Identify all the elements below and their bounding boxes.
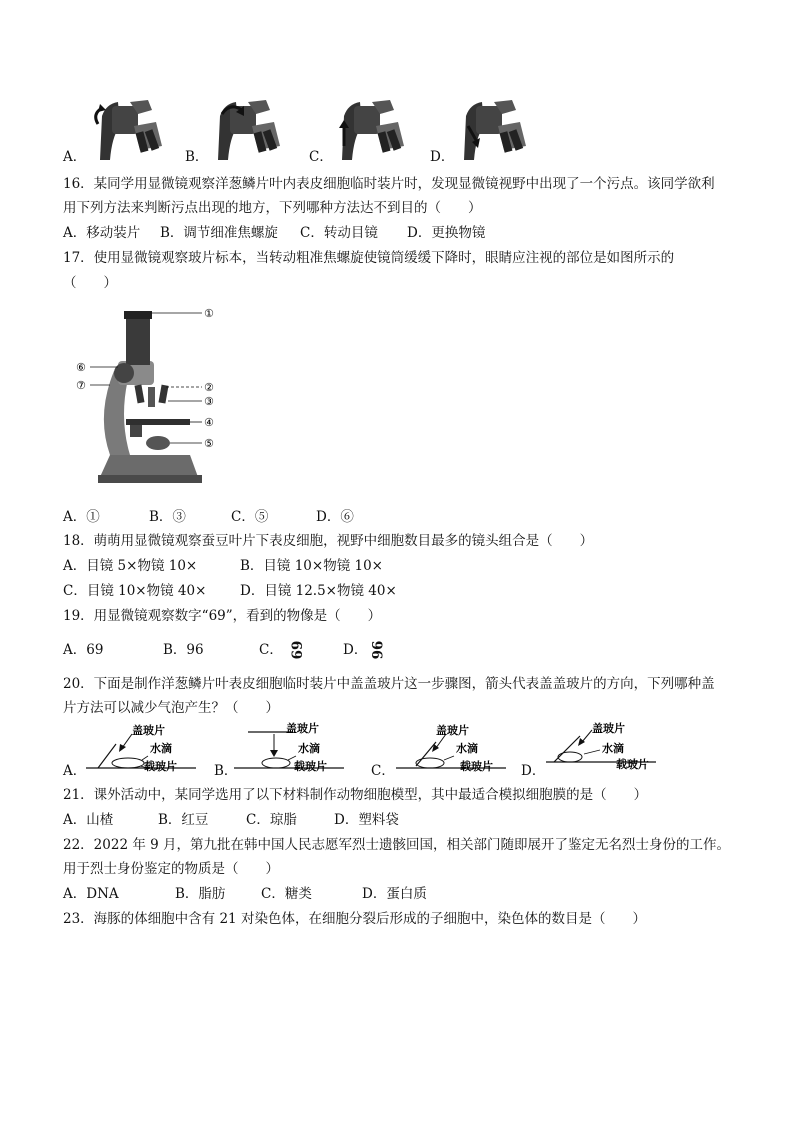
- q16-stem-line1: 16．某同学用显微镜观察洋葱鳞片叶内表皮细胞临时装片时，发现显微镜视野中出现了一个污点。该同学欲利: [63, 176, 715, 192]
- q18-option-b: B．目镜 10×物镜 10×: [240, 558, 383, 574]
- q20-b-slide-label: 载玻片: [294, 760, 327, 773]
- microscope-diagram: [70, 305, 230, 495]
- q20-figure-d: [546, 722, 666, 774]
- q20-option-c: C．: [371, 763, 395, 779]
- q21-option-a: A．山楂: [63, 812, 114, 828]
- q20-stem-line2: 片方法可以减少气泡产生？（ ）: [63, 700, 279, 716]
- q21-stem: 21．课外活动中，某同学选用了以下材料制作动物细胞模型，其中最适合模拟细胞膜的是（ ）: [63, 787, 648, 803]
- q22-option-a: A．DNA: [63, 886, 119, 902]
- q15-figure-a: [90, 96, 170, 162]
- microscope-label-7: ⑦: [76, 379, 86, 392]
- q17-stem-line1: 17．使用显微镜观察玻片标本，当转动粗准焦螺旋使镜筒缓缓下降时，眼睛应注视的部位是如图所示的: [63, 250, 675, 266]
- q20-figure-a: [86, 722, 206, 774]
- q18-option-d: D．目镜 12.5×物镜 40×: [240, 583, 397, 599]
- q16-option-d: D．更换物镜: [407, 225, 486, 241]
- q22-option-b: B．脂肪: [175, 886, 226, 902]
- q19-option-d: D．: [343, 642, 368, 658]
- microscope-label-5: ⑤: [204, 437, 214, 450]
- q15-figure-c: [332, 96, 412, 162]
- q20-d-water-label: 水滴: [602, 742, 624, 755]
- q23-stem: 23．海豚的体细胞中含有 21 对染色体，在细胞分裂后形成的子细胞中，染色体的数目是（ ）: [63, 911, 646, 927]
- q20-stem-line1: 20．下面是制作洋葱鳞片叶表皮细胞临时装片中盖盖玻片这一步骤图，箭头代表盖盖玻片的方向，下列哪种盖: [63, 676, 715, 692]
- q17-option-b: B．③: [149, 509, 186, 525]
- q16-option-a: A．移动装片: [63, 225, 141, 241]
- q17-option-a: A．①: [63, 509, 100, 525]
- q20-figure-c: [396, 722, 516, 774]
- q22-stem-line2: 用于烈士身份鉴定的物质是（ ）: [63, 861, 279, 877]
- q15-option-c-label: C．: [309, 149, 333, 165]
- q15-option-a-label: A．: [63, 149, 87, 165]
- q20-d-cover-label: 盖玻片: [592, 722, 625, 735]
- q21-option-b: B．红豆: [158, 812, 209, 828]
- q20-c-slide-label: 载玻片: [460, 760, 493, 773]
- q20-c-cover-label: 盖玻片: [436, 724, 469, 737]
- q15-figure-d: [454, 96, 534, 162]
- q20-option-b: B．: [214, 763, 238, 779]
- q20-a-water-label: 水滴: [150, 742, 172, 755]
- q19-stem: 19．用显微镜观察数字“69”，看到的物像是（ ）: [63, 608, 382, 624]
- q19-option-b: B．96: [163, 642, 204, 658]
- q20-c-water-label: 水滴: [456, 742, 478, 755]
- q15-figure-b: [208, 96, 288, 162]
- microscope-label-6: ⑥: [76, 361, 86, 374]
- q18-option-a: A．目镜 5×物镜 10×: [63, 558, 198, 574]
- q21-option-c: C．琼脂: [246, 812, 297, 828]
- q18-option-c: C．目镜 10×物镜 40×: [63, 583, 207, 599]
- q21-option-d: D．塑料袋: [334, 812, 399, 828]
- q20-figure-b: [234, 722, 354, 774]
- q20-option-a: A．: [63, 763, 87, 779]
- q20-b-cover-label: 盖玻片: [286, 722, 319, 735]
- q20-option-d: D．: [521, 763, 546, 779]
- q15-option-b-label: B．: [185, 149, 209, 165]
- q17-stem-line2: （ ）: [63, 275, 117, 291]
- q17-option-c: C．⑤: [231, 509, 269, 525]
- q22-option-c: C．糖类: [261, 886, 312, 902]
- q16-stem-line2: 用下列方法来判断污点出现的地方，下列哪种方法达不到目的（ ）: [63, 200, 482, 216]
- microscope-label-4: ④: [204, 416, 214, 429]
- q20-d-slide-label: 载玻片: [616, 758, 649, 771]
- q15-option-d-label: D．: [430, 149, 455, 165]
- q19-option-c: C．: [259, 642, 283, 658]
- q16-option-c: C．转动目镜: [300, 225, 378, 241]
- microscope-label-3: ③: [204, 395, 214, 408]
- microscope-label-1: ①: [204, 307, 214, 320]
- q18-stem: 18．萌萌用显微镜观察蚕豆叶片下表皮细胞，视野中细胞数目最多的镜头组合是（ ）: [63, 533, 594, 549]
- q19-option-d-glyph: 96: [370, 640, 387, 660]
- q20-a-slide-label: 载玻片: [144, 760, 177, 773]
- q17-option-d: D．⑥: [316, 509, 354, 525]
- q20-b-water-label: 水滴: [298, 742, 320, 755]
- q20-a-cover-label: 盖玻片: [132, 724, 165, 737]
- microscope-label-2: ②: [204, 381, 214, 394]
- q16-option-b: B．调节细准焦螺旋: [160, 225, 278, 241]
- q19-option-c-glyph: 69: [287, 640, 304, 660]
- q22-stem-line1: 22．2022 年 9 月，第九批在韩中国人民志愿军烈士遗骸回国，相关部门随即展开了鉴定无名烈士身份的工作。: [63, 837, 730, 853]
- q19-option-a: A．69: [63, 642, 104, 658]
- q22-option-d: D．蛋白质: [362, 886, 427, 902]
